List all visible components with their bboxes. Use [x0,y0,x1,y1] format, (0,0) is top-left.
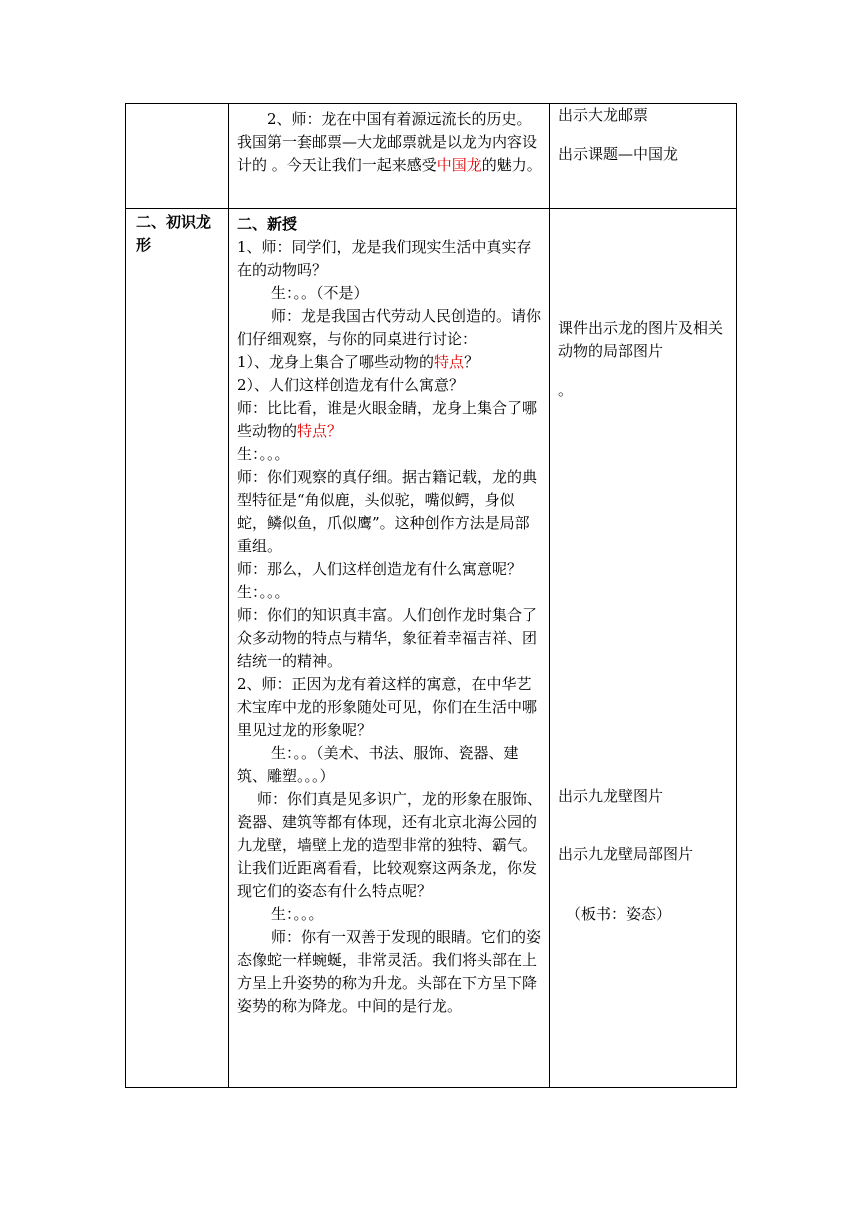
notes-cell [550,104,737,209]
paragraph: 师：你们的知识真丰富。人们创作龙时集合了众多动物的特点与精华，象征着幸福吉祥、团结统一的精神。 [237,606,538,670]
paragraph: 2）、人们这样创造龙有什么寓意？ [237,376,465,394]
note: 。 [558,381,574,399]
note: 出示九龙壁局部图片 [558,845,694,863]
paragraph: 生：。。（不是） [271,284,369,302]
paragraph: 师：你们真是见多识广，龙的形象在服饰、瓷器、建筑等都有体现，还有北京北海公园的九龙壁，墙壁上龙的造型非常的独特、霸气。让我们近距离看看，比较观察这两条龙，你发现它们的姿态有什么特点呢？ [237,790,543,900]
paragraph [237,108,543,177]
section-heading: 二、新授 [237,215,298,233]
paragraph: 1、师：同学们，龙是我们现实生活中真实存在的动物吗？ [237,238,532,279]
highlight-text: 特点 [434,353,465,371]
text: 2、师：龙在中国有着源远流长的历史。我国第一套邮票—大龙邮票就是以龙为内容设计的 。今天让我们一起来感受 [237,110,538,174]
note: 课件出示龙的图片及相关动物的局部图片 [558,319,724,360]
paragraph: 生：。。（美术、书法、服饰、瓷器、建筑、雕塑。。。） [237,744,519,785]
note: （板书：姿态） [566,905,672,923]
paragraph: 生：。。。 [271,905,324,923]
text: 师：比比看，谁是火眼金睛，龙身上集合了哪些动物的 [237,399,538,440]
content-cell [229,209,550,1088]
text: ？ [464,353,480,371]
paragraph: 师：龙是我国古代劳动人民创造的。请你们仔细观察，与你的同桌进行讨论： [237,307,542,348]
highlight-text: 特点？ [297,422,343,440]
paragraph: 师：那么，人们这样创造龙有什么寓意呢？ [237,560,523,578]
highlight-text: 中国龙 [436,156,482,174]
paragraph: 生：。。。 [237,445,290,463]
table-row [126,104,737,209]
section-title: 二、初识龙形 [136,213,212,254]
paragraph: 2、师：正因为龙有着这样的寓意，在中华艺术宝库中龙的形象随处可见，你们在生活中哪里见过龙的形象呢？ [237,675,538,739]
paragraph [237,397,543,443]
section-cell [126,104,229,209]
table-row [126,209,737,1088]
content-cell [229,104,550,209]
paragraph: 师：你们观察的真仔细。据古籍记载，龙的典型特征是“角似鹿，头似驼，嘴似鳄，身似蛇，鳞似鱼，爪似鹰”。这种创作方法是局部重组。 [237,468,538,555]
note: 出示大龙邮票 [558,106,649,124]
text: 的魅力。 [481,156,542,174]
section-cell [126,209,229,1088]
paragraph: 师：你有一双善于发现的眼睛。它们的姿态像蛇一样蜿蜒，非常灵活。我们将头部在上方呈上升姿势的称为升龙。头部在下方呈下降姿势的称为降龙。中间的是行龙。 [237,928,542,1015]
text: 1）、龙身上集合了哪些动物的 [237,353,435,371]
paragraph: 生：。。。 [237,583,290,601]
paragraph [237,351,543,374]
lesson-plan-table [125,103,737,1088]
note: 出示九龙壁图片 [558,787,664,805]
note: 出示课题—中国龙 [558,145,679,163]
notes-cell [550,209,737,1088]
